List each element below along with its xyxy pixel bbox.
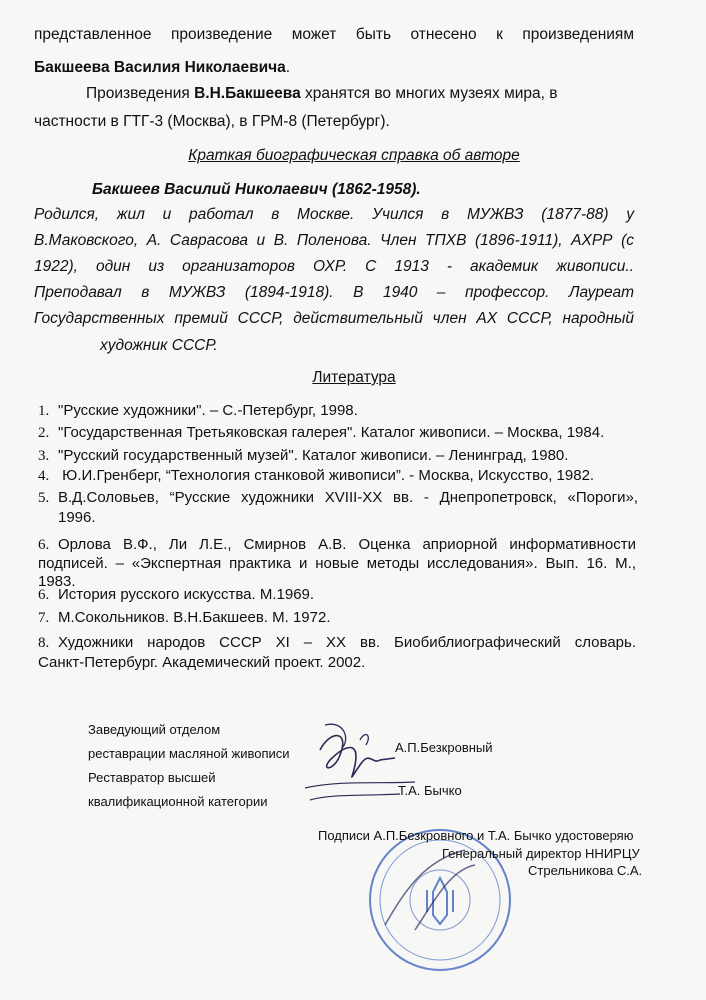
lit-text: "Русский государственный музей". Каталог живописи. – Ленинград, 1980. (58, 447, 569, 464)
lit-num: 2. (38, 425, 50, 441)
bio-line-3: 1922), один из организаторов ОХР. С 1913 - академик живописи.. (34, 258, 634, 275)
lit-text: В.Д.Соловьев, “Русские художники XVIII-XX вв. - Днепропетровск, «Пороги», (58, 489, 638, 506)
works-line-2: частности в ГТГ-3 (Москва), в ГРМ-8 (Петербург). (34, 113, 390, 130)
bio-name: Бакшеев Василий Николаевич (1862-1958). (92, 181, 421, 198)
lit-item-6-cont-1: подписей. – «Экспертная практика и новые методы исследования». Вып. 16. М., (38, 555, 636, 572)
lit-item-8 (38, 608, 331, 628)
lit-item-5 (38, 488, 638, 508)
lit-item-9 (38, 633, 636, 653)
lit-item-6 (38, 535, 636, 555)
bio-line-2: В.Маковского, А. Саврасова и В. Поленова. Член ТПХВ (1896-1911), АХРР (с (34, 232, 634, 249)
lit-text: М.Сокольников. В.Н.Бакшеев. М. 1972. (58, 609, 331, 626)
literature-heading: Литература (312, 369, 396, 386)
lit-item-1 (38, 401, 358, 421)
lit-num: 6. (38, 587, 50, 603)
lit-item-9-cont: Санкт-Петербург. Академический проект. 2002. (38, 654, 366, 671)
lit-num: 6. (38, 537, 50, 553)
works-artist-bold: В.Н.Бакшеева (194, 85, 301, 102)
lit-num: 5. (38, 490, 50, 506)
round-seal-icon (355, 820, 525, 980)
certify-line-2: Генеральный директор ННИРЦУ (442, 846, 640, 861)
works-line-1 (86, 84, 634, 104)
lit-item-7 (38, 585, 314, 605)
artist-name-bold: Бакшеева Василия Николаевича (34, 59, 286, 76)
signatory-name-2: Т.А. Бычко (398, 783, 462, 798)
intro-line-1: представленное произведение может быть отнесено к произведениям (34, 26, 634, 43)
lit-text: Художники народов СССР XI – XX вв. Биобиблиографический словарь. (58, 634, 636, 651)
lit-text: История русского искусства. М.1969. (58, 586, 315, 603)
works-prefix: Произведения (86, 85, 195, 102)
position-line-3: Реставратор высшей (88, 770, 216, 785)
lit-num: 3. (38, 448, 50, 464)
certify-line-1: Подписи А.П.Безкровного и Т.А. Бычко удостоверяю (318, 828, 634, 843)
bio-heading: Краткая биографическая справка об авторе (188, 147, 520, 164)
lit-item-6-cont-2: 1983. (38, 573, 76, 590)
lit-num: 8. (38, 635, 50, 651)
certify-line-3: Стрельникова С.А. (528, 863, 643, 878)
bio-line-6: художник СССР. (100, 337, 218, 354)
lit-item-3 (38, 446, 568, 466)
bio-line-5: Государственных премий СССР, действительный член АХ СССР, народный (34, 310, 634, 327)
lit-item-5-cont: 1996. (58, 509, 96, 526)
lit-text: Ю.И.Гренберг, “Технология станковой живописи”. - Москва, Искусство, 1982. (58, 467, 595, 484)
intro-line-2-tail: . (285, 59, 291, 76)
lit-num: 1. (38, 403, 50, 419)
lit-item-2 (38, 423, 604, 443)
position-line-4: квалификационной категории (88, 794, 268, 809)
lit-text: "Государственная Третьяковская галерея". Каталог живописи. – Москва, 1984. (58, 424, 605, 441)
lit-text: Орлова В.Ф., Ли Л.Е., Смирнов А.В. Оценка априорной информативности (58, 536, 636, 553)
position-line-1: Заведующий отделом (88, 722, 221, 737)
lit-item-4 (38, 466, 594, 486)
signature-1-icon (300, 710, 420, 820)
bio-line-1: Родился, жил и работал в Москве. Учился в МУЖВЗ (1877-88) у (34, 206, 634, 223)
signatory-name-1: А.П.Безкровный (395, 740, 493, 755)
works-tail: хранятся во многих музеях мира, в (300, 85, 558, 102)
bio-line-4: Преподавал в МУЖВЗ (1894-1918). В 1940 – профессор. Лауреат (34, 284, 634, 301)
position-line-2: реставрации масляной живописи (88, 746, 290, 761)
intro-line-2 (34, 58, 634, 78)
lit-num: 7. (38, 610, 50, 626)
lit-text: "Русские художники". – С.-Петербург, 1998. (58, 402, 358, 419)
lit-num: 4. (38, 468, 50, 484)
